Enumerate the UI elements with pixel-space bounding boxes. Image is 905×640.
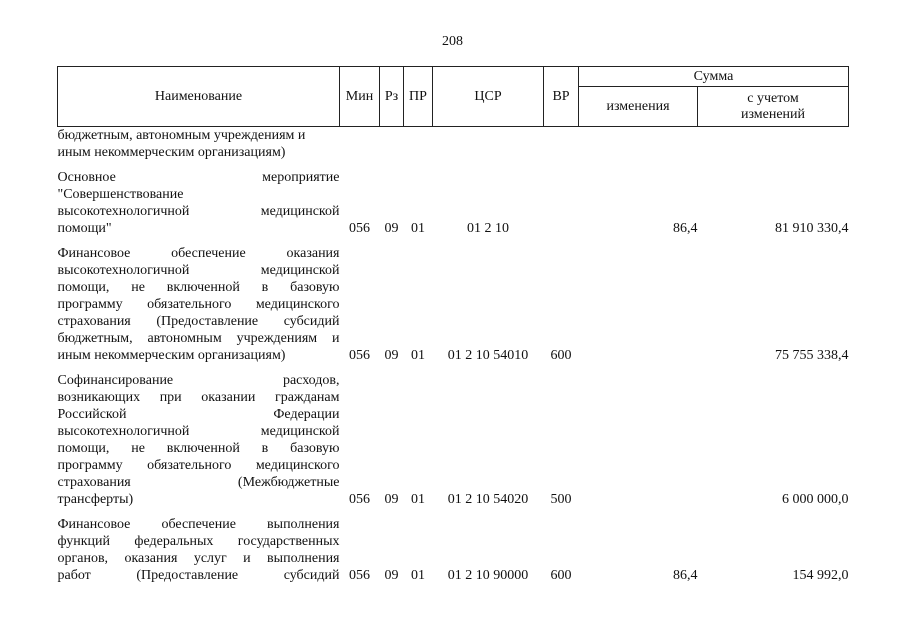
row-pr: 01: [411, 492, 425, 507]
row-change: [579, 245, 698, 367]
row-vr: [544, 169, 579, 240]
row-csr: 01 2 10 54010: [447, 348, 529, 363]
row-change: [579, 372, 698, 511]
row-csr: 01 2 10 90000: [447, 568, 529, 583]
budget-table: [57, 66, 849, 587]
table-header: [58, 67, 849, 127]
row-min: 056: [349, 348, 370, 363]
row-pr: 01: [411, 221, 425, 236]
name-line: помощи": [57, 221, 112, 236]
row-vr: 500: [550, 492, 572, 507]
name-line: трансферты): [57, 492, 134, 507]
row-total: 6 000 000,0: [782, 492, 849, 507]
header-rz: Рз: [380, 67, 404, 127]
row-name: [58, 127, 340, 165]
name-line: страхования (Предоставление субсидий: [57, 314, 340, 329]
page-number: 208: [442, 34, 463, 49]
name-line: функций федеральных государственных: [57, 534, 340, 549]
name-line: "Совершенствование: [57, 187, 184, 202]
name-line: высокотехнологичной медицинской: [57, 263, 340, 278]
row-csr: 01 2 10 54020: [447, 492, 529, 507]
row-name: [58, 516, 340, 587]
name-line: помощи, не включенной в базовую: [57, 280, 340, 295]
header-name: Наименование: [58, 67, 340, 127]
table-row: [58, 372, 849, 511]
name-line: иным некоммерческим организациям): [57, 145, 286, 160]
name-line: возникающих при оказании гражданам: [57, 390, 340, 405]
row-vr: 600: [550, 568, 572, 583]
header-vr: ВР: [544, 67, 579, 127]
row-rz: 09: [384, 348, 399, 363]
row-rz: 09: [384, 221, 399, 236]
name-line: Финансовое обеспечение выполнения: [57, 517, 340, 532]
header-with-changes-line2: изменений: [740, 106, 806, 122]
row-min: 056: [349, 568, 370, 583]
row-vr: [544, 127, 579, 165]
name-line: иным некоммерческим организациям): [57, 348, 286, 363]
name-line: работ (Предоставление субсидий: [57, 568, 340, 583]
header-change: изменения: [579, 87, 698, 127]
table-row: [58, 169, 849, 240]
name-line: бюджетным, автономным учреждениям и: [57, 331, 340, 346]
row-name: [58, 245, 340, 367]
row-total: [698, 127, 849, 165]
row-pr: 01: [411, 348, 425, 363]
row-pr: 01: [411, 568, 425, 583]
name-line: органов, оказания услуг и выполнения: [57, 551, 340, 566]
table-row: [58, 245, 849, 367]
row-min: 056: [349, 221, 370, 236]
table-row: [58, 127, 849, 165]
row-pr: [404, 127, 433, 165]
row-min: 056: [349, 492, 370, 507]
name-line: Софинансирование расходов,: [57, 373, 340, 388]
row-rz: [380, 127, 404, 165]
row-change: [579, 127, 698, 165]
row-min: [340, 127, 380, 165]
name-line: высокотехнологичной медицинской: [57, 204, 340, 219]
name-line: Финансовое обеспечение оказания: [57, 246, 340, 261]
name-line: помощи, не включенной в базовую: [57, 441, 340, 456]
row-csr: 01 2 10: [467, 221, 509, 236]
row-rz: 09: [384, 492, 399, 507]
header-pr: ПР: [404, 67, 433, 127]
row-csr: [433, 127, 544, 165]
header-min: Мин: [340, 67, 380, 127]
row-name: [58, 372, 340, 511]
row-total: 75 755 338,4: [775, 348, 849, 363]
table-body: [58, 127, 849, 588]
row-total: 154 992,0: [792, 568, 849, 583]
row-name: [58, 169, 340, 240]
header-sum: Сумма: [579, 67, 849, 87]
name-line: программу обязательного медицинского: [57, 458, 340, 473]
row-change: 86,4: [673, 221, 698, 236]
row-vr: 600: [550, 348, 572, 363]
row-total: 81 910 330,4: [775, 221, 849, 236]
table-row: [58, 516, 849, 587]
name-line: страхования (Межбюджетные: [57, 475, 340, 490]
row-change: 86,4: [673, 568, 698, 583]
name-line: Основное мероприятие: [57, 170, 340, 185]
name-line: высокотехнологичной медицинской: [57, 424, 340, 439]
header-csr: ЦСР: [433, 67, 544, 127]
name-line: программу обязательного медицинского: [57, 297, 340, 312]
header-with-changes: [698, 87, 849, 127]
name-line: бюджетным, автономным учреждениям и: [57, 128, 306, 143]
name-line: Российской Федерации: [57, 407, 340, 422]
header-with-changes-line1: с учетом: [747, 90, 799, 106]
row-rz: 09: [384, 568, 399, 583]
